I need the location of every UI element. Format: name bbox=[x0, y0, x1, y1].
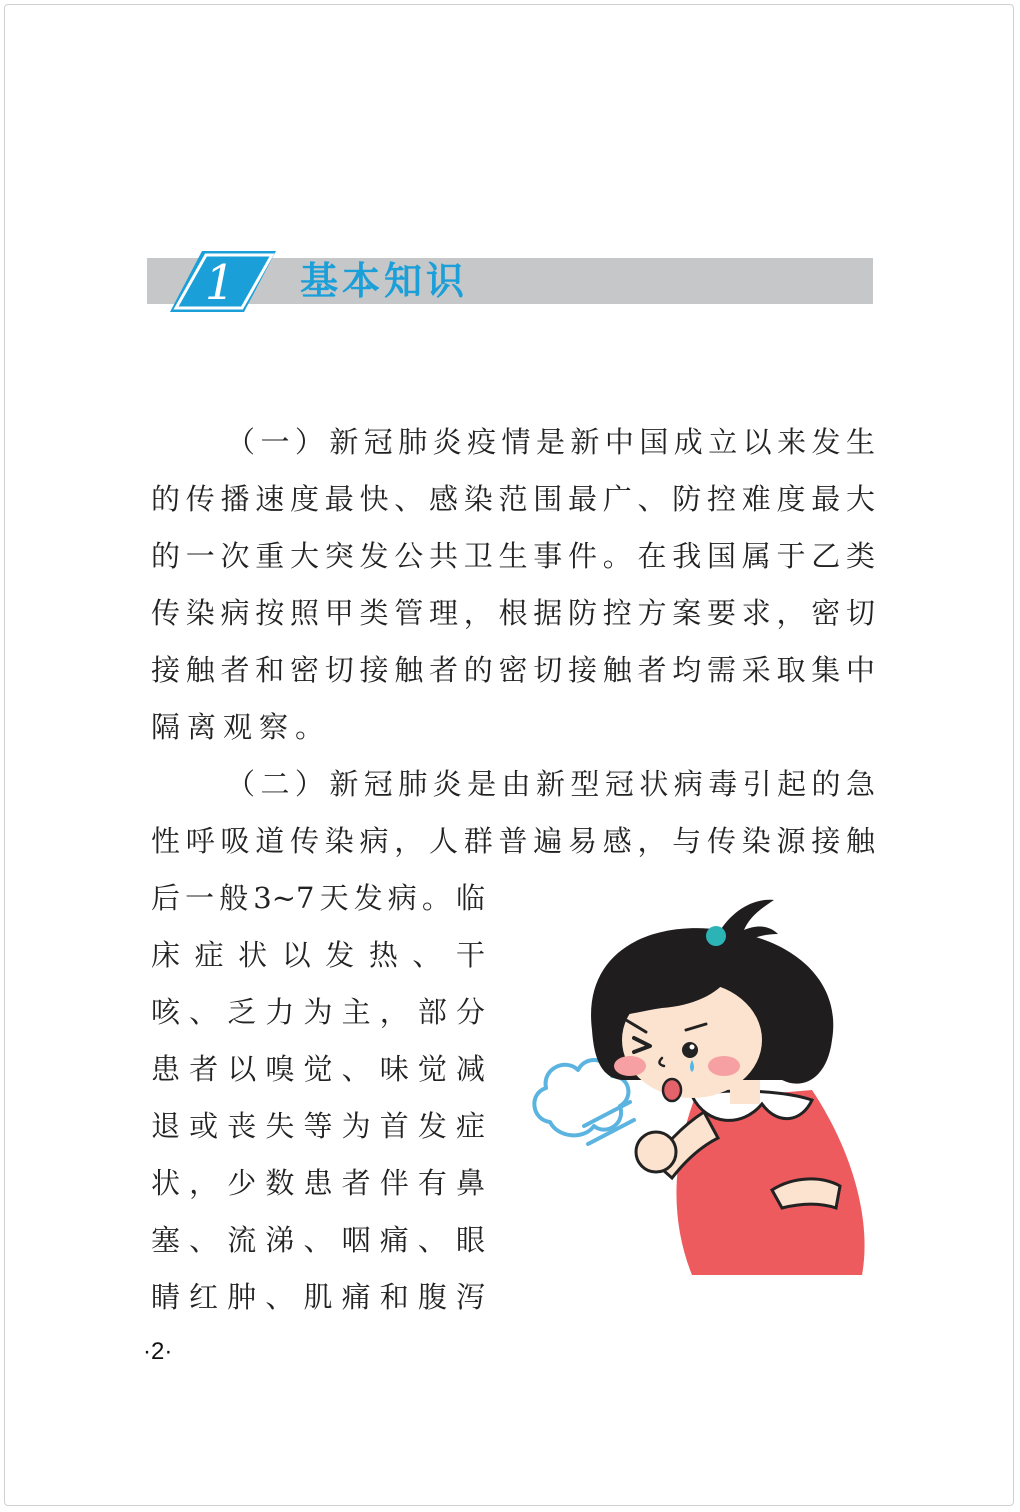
section-title: 基本知识 bbox=[300, 259, 469, 303]
hair-tie-icon bbox=[706, 926, 726, 946]
paragraph-line: 隔离观察。 bbox=[151, 710, 332, 744]
paragraph-line: 床症状以发热、干 bbox=[151, 938, 485, 972]
paragraph-line: 传染病按照甲类管理，根据防控方案要求，密切 bbox=[151, 596, 875, 630]
section-number: 1 bbox=[204, 255, 236, 311]
paragraph-line: （二）新冠肺炎是由新型冠状病毒引起的急 bbox=[226, 767, 875, 801]
paragraph-line: 退或丧失等为首发症 bbox=[151, 1109, 485, 1143]
paragraph-line: （一）新冠肺炎疫情是新中国成立以来发生 bbox=[226, 425, 875, 459]
paragraph-line: 的一次重大突发公共卫生事件。在我国属于乙类 bbox=[151, 539, 875, 573]
paragraph-line: 性呼吸道传染病，人群普遍易感，与传染源接触 bbox=[151, 824, 875, 858]
section-number-badge bbox=[170, 251, 276, 312]
page-number: ·2· bbox=[143, 1338, 173, 1365]
paragraph-line: 咳、乏力为主，部分 bbox=[151, 995, 485, 1029]
paragraph-1 bbox=[151, 414, 875, 756]
paragraph-line: 接触者和密切接触者的密切接触者均需采取集中 bbox=[151, 653, 875, 687]
paragraph-line: 患者以嗅觉、味觉减 bbox=[151, 1052, 485, 1086]
paragraph-line: 后一般3~7天发病。临 bbox=[151, 881, 485, 915]
paragraph-line: 塞、流涕、咽痛、眼 bbox=[151, 1223, 485, 1257]
paragraph-line: 状，少数患者伴有鼻 bbox=[151, 1166, 485, 1200]
coughing-girl-illustration bbox=[522, 890, 874, 1282]
paragraph-line: 的传播速度最快、感染范围最广、防控难度最大 bbox=[151, 482, 875, 516]
paragraph-line: 睛红肿、肌痛和腹泻 bbox=[151, 1280, 485, 1314]
